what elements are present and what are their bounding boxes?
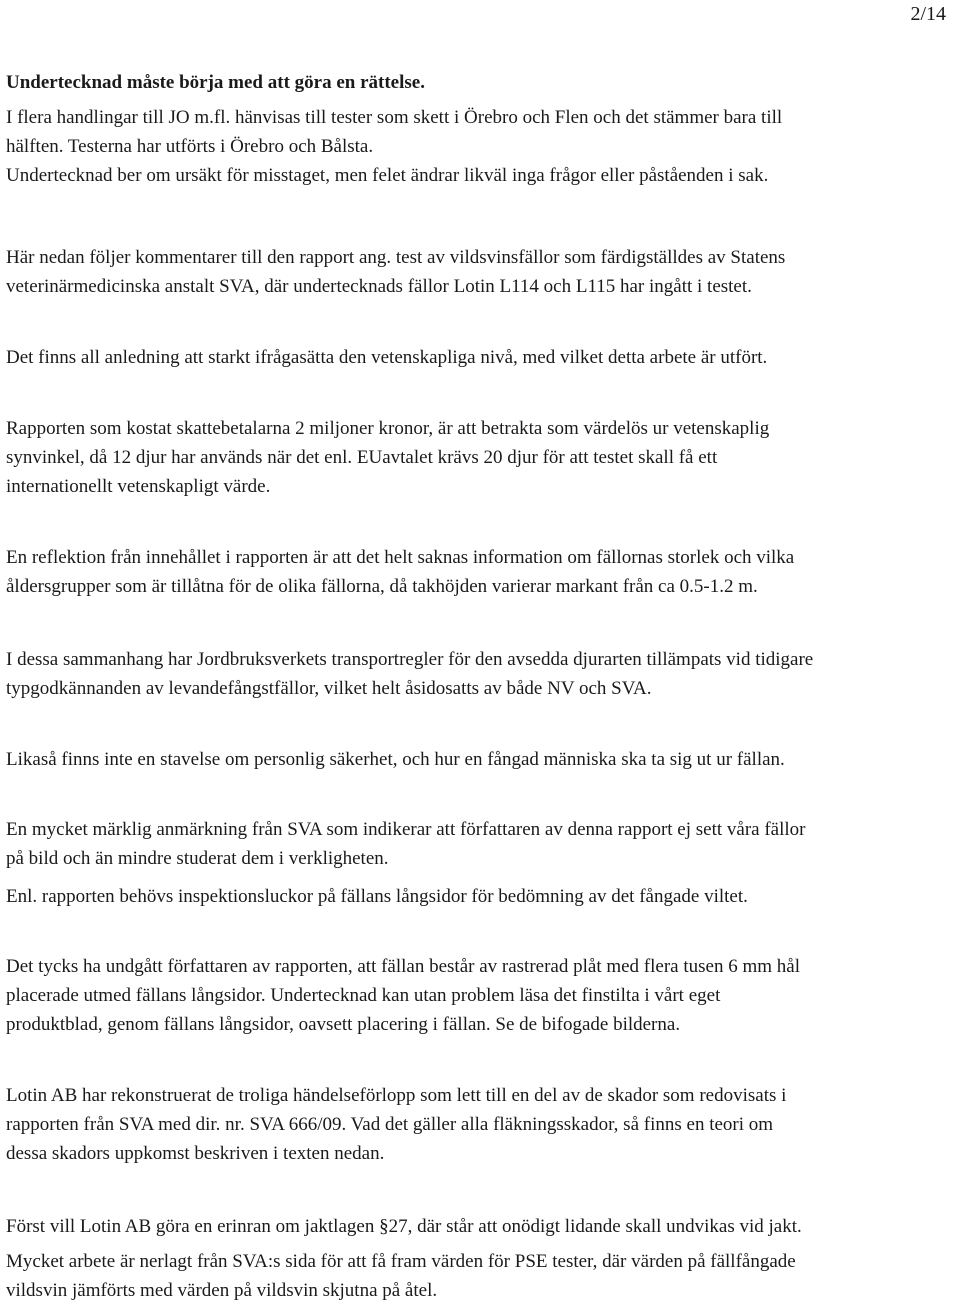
text-line: Det tycks ha undgått författaren av rapporten, att fällan består av rastrerad plåt med flera tusen 6 mm hål bbox=[6, 956, 800, 977]
paragraph-pse-tests bbox=[6, 1247, 956, 1305]
text-line: Lotin AB har rekonstruerat de troliga händelseförlopp som lett till en del av de skador som redovisats i bbox=[6, 1085, 787, 1106]
text-line: internationellt vetenskapligt värde. bbox=[6, 476, 271, 497]
text-line: veterinärmedicinska anstalt SVA, där undertecknads fällor Lotin L114 och L115 har ingått i testet. bbox=[6, 276, 752, 297]
document-heading: Undertecknad måste börja med att göra en rättelse. bbox=[6, 72, 425, 93]
paragraph-inspection-hatches bbox=[6, 882, 956, 911]
text-line: typgodkännanden av levandefångstfällor, vilket helt åsidosatts av både NV och SVA. bbox=[6, 678, 652, 699]
paragraph-correction bbox=[6, 103, 956, 190]
paragraph-scientific-level bbox=[6, 343, 956, 372]
paragraph-remark bbox=[6, 815, 956, 873]
paragraph-reflection bbox=[6, 543, 956, 601]
text-line: I dessa sammanhang har Jordbruksverkets transportregler för den avsedda djurarten tillämpats vid tidigare bbox=[6, 649, 814, 670]
paragraph-intro bbox=[6, 243, 956, 301]
paragraph-report-cost bbox=[6, 414, 956, 501]
paragraph-perforated-plate bbox=[6, 952, 956, 1039]
text-line: åldersgrupper som är tillåtna för de olika fällorna, då takhöjden varierar markant från ca 0.5-1.2 m. bbox=[6, 576, 758, 597]
paragraph-reconstruction bbox=[6, 1081, 956, 1168]
text-line: placerade utmed fällans långsidor. Undertecknad kan utan problem läsa det finstilta i vårt eget bbox=[6, 985, 721, 1006]
paragraph-safety bbox=[6, 745, 956, 774]
text-line: Rapporten som kostat skattebetalarna 2 miljoner kronor, är att betrakta som värdelös ur vetenskaplig bbox=[6, 418, 770, 439]
page-number: 2/14 bbox=[910, 3, 946, 25]
text-line: Enl. rapporten behövs inspektionsluckor på fällans långsidor för bedömning av det fångade viltet. bbox=[6, 886, 748, 907]
text-line: produktblad, genom fällans långsidor, oavsett placering i fällan. Se de bifogade bilderna. bbox=[6, 1014, 681, 1035]
text-line: Mycket arbete är nerlagt från SVA:s sida för att få fram värden för PSE tester, där värden på fällfångade bbox=[6, 1251, 796, 1272]
text-line: vildsvin jämförts med värden på vildsvin skjutna på åtel. bbox=[6, 1280, 438, 1301]
text-line: Det finns all anledning att starkt ifrågasätta den vetenskapliga nivå, med vilket detta arbete är utfört. bbox=[6, 347, 768, 368]
text-line: hälften. Testerna har utförts i Örebro och Bålsta. bbox=[6, 136, 374, 157]
text-line: på bild och än mindre studerat dem i verkligheten. bbox=[6, 848, 389, 869]
text-line: Likaså finns inte en stavelse om personlig säkerhet, och hur en fångad människa ska ta sig ut ur fällan. bbox=[6, 749, 785, 770]
text-line: rapporten från SVA med dir. nr. SVA 666/09. Vad det gäller alla fläkningsskador, så finns en teori om bbox=[6, 1114, 774, 1135]
paragraph-hunting-law bbox=[6, 1212, 956, 1241]
text-line: synvinkel, då 12 djur har används när det enl. EUavtalet krävs 20 djur för att testet skall få ett bbox=[6, 447, 718, 468]
text-line: Först vill Lotin AB göra en erinran om jaktlagen §27, där står att onödigt lidande skall undvikas vid jakt. bbox=[6, 1216, 802, 1237]
paragraph-transport-rules bbox=[6, 645, 956, 703]
text-line: I flera handlingar till JO m.fl. hänvisas till tester som skett i Örebro och Flen och det stämmer bara till bbox=[6, 107, 783, 128]
text-line: Undertecknad ber om ursäkt för misstaget, men felet ändrar likväl inga frågor eller påståenden i sak. bbox=[6, 165, 769, 186]
text-line: En mycket märklig anmärkning från SVA som indikerar att författaren av denna rapport ej sett våra fällor bbox=[6, 819, 806, 840]
text-line: En reflektion från innehållet i rapporten är att det helt saknas information om fällornas storlek och vilka bbox=[6, 547, 795, 568]
text-line: dessa skadors uppkomst beskriven i texten nedan. bbox=[6, 1143, 385, 1164]
text-line: Här nedan följer kommentarer till den rapport ang. test av vildsvinsfällor som färdigställdes av Statens bbox=[6, 247, 786, 268]
